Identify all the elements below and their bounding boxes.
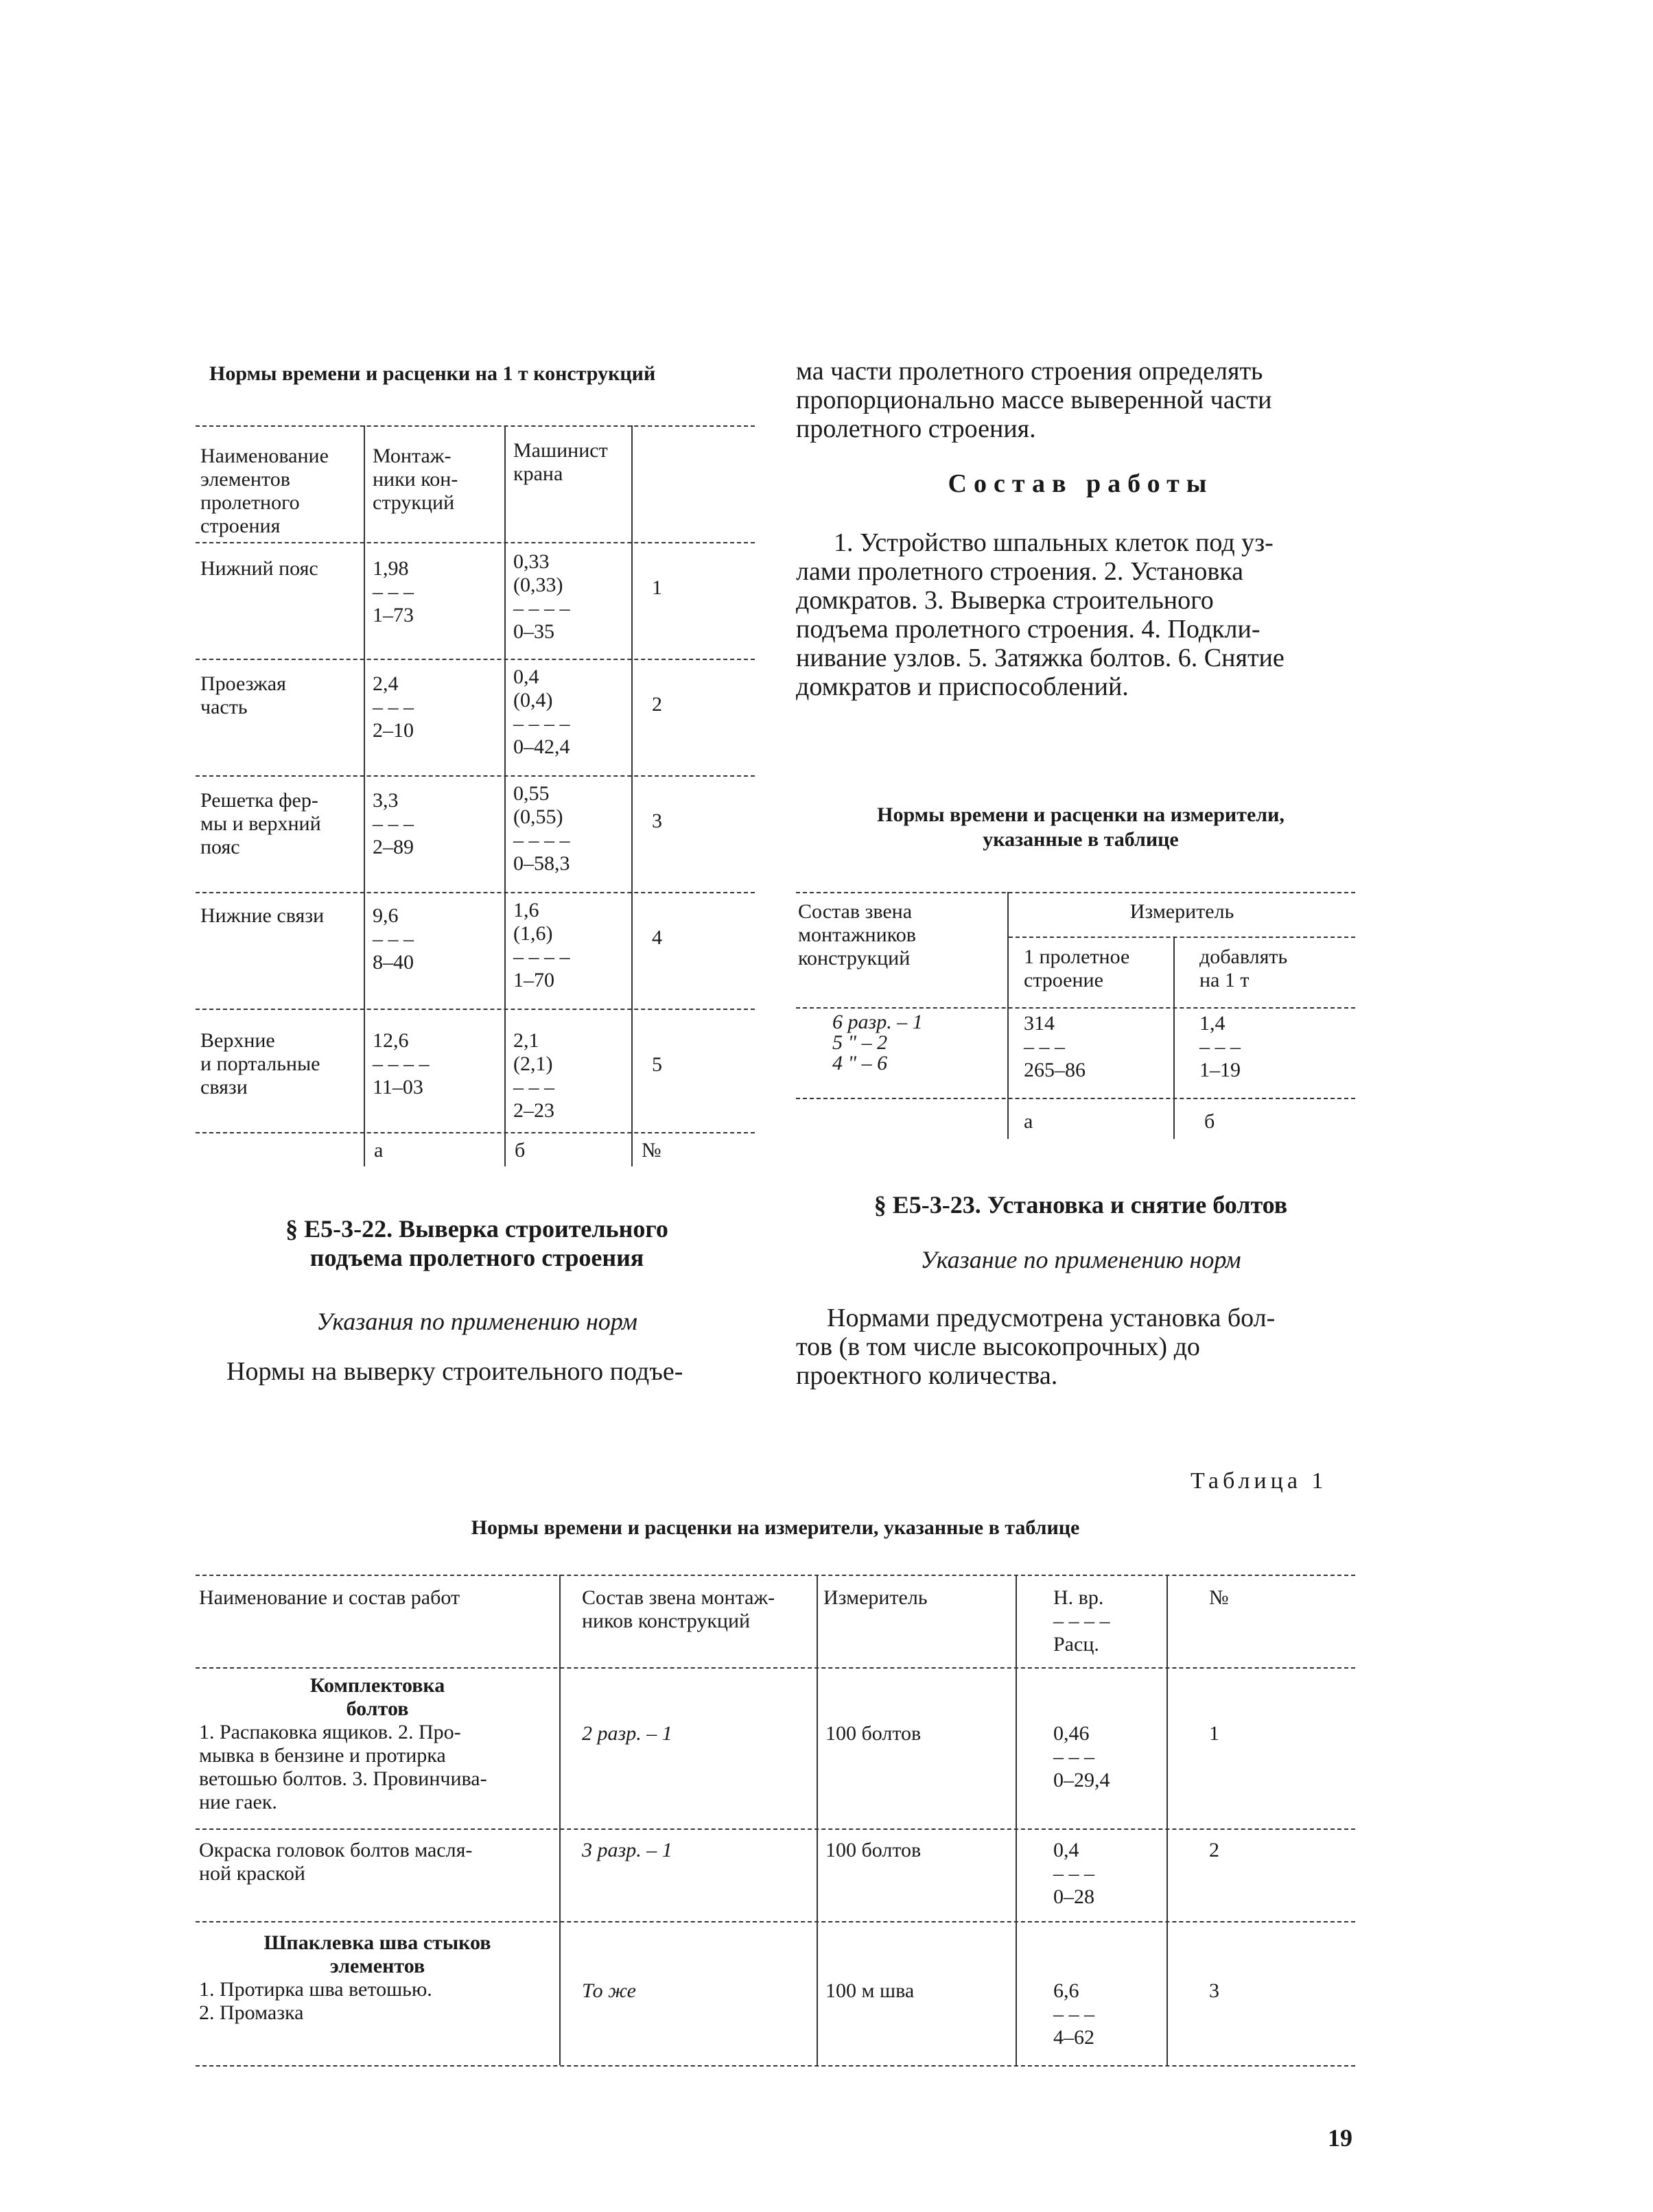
bottom-row-number: 2	[1209, 1839, 1219, 1861]
bottom-row-meter: 100 м шва	[825, 1979, 915, 2002]
right-instructions-title: Указание по применению норм	[920, 1246, 1241, 1273]
crew-line: 5 " – 2	[832, 1031, 888, 1054]
row-text-line: 2. Промазка	[199, 2001, 304, 2024]
value-mid: (2,1)	[513, 1052, 553, 1075]
value-bottom: 11–03	[373, 1076, 423, 1098]
fraction-bar: – – –	[373, 696, 414, 718]
paragraph-line: Нормами предусмотрена установка бол-	[827, 1304, 1276, 1332]
value-bottom: 1–73	[373, 604, 414, 626]
fraction-bar: – – –	[1024, 1035, 1065, 1058]
left-row-mashinist	[513, 899, 570, 992]
row-text-line: 1. Протирка шва ветошью.	[199, 1978, 432, 2001]
header-line: Машинист	[513, 439, 608, 462]
header-line: строение	[1024, 969, 1103, 991]
value-top: 1,98	[373, 557, 409, 580]
header-line: элементов	[200, 468, 290, 491]
right-table-rule	[796, 892, 1355, 893]
value-top: 2,1	[513, 1029, 539, 1052]
section-title-line: § Е5-3-22. Выверка строительного	[285, 1215, 668, 1243]
left-row-montazh	[373, 557, 414, 627]
right-footer-a: а	[1024, 1110, 1033, 1133]
right-table-rule	[796, 1007, 1355, 1009]
bottom-header-norm	[1053, 1586, 1110, 1656]
bottom-table-rule	[196, 2065, 1355, 2067]
right-work-title: Состав работы	[948, 469, 1214, 498]
table-title-line: Нормы времени и расценки на измерители,	[877, 803, 1285, 826]
table-title-line: указанные в таблице	[983, 828, 1179, 851]
header-line: ников конструкций	[582, 1610, 751, 1632]
header-line: на 1 т	[1199, 969, 1250, 991]
bottom-table-col	[1016, 1575, 1017, 2065]
row-text-line: ной краской	[199, 1862, 305, 1885]
right-value-per-ton	[1199, 1012, 1241, 1082]
row-name-line: часть	[200, 696, 248, 718]
fraction-bar: – – –	[373, 928, 414, 950]
header-line: монтажников	[798, 923, 916, 946]
fraction-bar: – – – –	[513, 597, 570, 620]
header-line: Наименование	[200, 445, 329, 467]
left-table-rule	[196, 892, 755, 893]
left-table-rule	[196, 1009, 755, 1010]
left-row-mashinist	[513, 782, 570, 875]
left-table-rule	[196, 659, 755, 660]
value-bottom: 2–89	[373, 836, 414, 858]
bottom-table-rule	[196, 1828, 1355, 1830]
row-name-line: связи	[200, 1076, 248, 1098]
paragraph-line: проектного количества.	[796, 1361, 1058, 1390]
left-row-montazh	[373, 789, 414, 859]
value-bottom: 265–86	[1024, 1059, 1086, 1081]
left-row-number: 3	[652, 810, 662, 832]
value-bottom: 0–58,3	[513, 852, 570, 875]
row-text-line: ние гаек.	[199, 1791, 277, 1813]
crew-line: 6 разр. – 1	[832, 1011, 923, 1033]
section-title-line: подъема пролетного строения	[309, 1244, 644, 1271]
row-name-line: мы и верхний	[200, 812, 321, 835]
left-row-mashinist	[513, 550, 570, 644]
value-mid: (1,6)	[513, 922, 553, 945]
header-line: пролетного	[200, 491, 300, 514]
fraction-bar: – – –	[513, 1076, 554, 1098]
bottom-row-description	[199, 1674, 556, 1814]
header-line: ники кон-	[373, 468, 458, 491]
row-name-line: пояс	[200, 836, 240, 858]
left-table-col	[504, 425, 506, 1166]
left-row-name	[200, 904, 324, 928]
header-line: добавлять	[1199, 945, 1288, 968]
work-step-line: домкратов и приспособлений.	[796, 672, 1129, 701]
left-footer-b: б	[515, 1139, 526, 1162]
bottom-table-col	[817, 1575, 818, 2065]
paragraph-line: пролетного строения.	[796, 414, 1036, 443]
bottom-row-value	[1053, 1722, 1110, 1792]
work-step-line: подъема пролетного строения. 4. Подкли-	[796, 615, 1261, 644]
right-section-title: § Е5-3-23. Установка и снятие болтов	[874, 1191, 1288, 1219]
bottom-row-number: 3	[1209, 1979, 1219, 2002]
value-mid: (0,4)	[513, 689, 553, 711]
right-footer-b: б	[1204, 1110, 1215, 1133]
left-row-name	[200, 789, 321, 859]
left-row-number: 4	[652, 926, 662, 949]
left-row-montazh	[373, 672, 414, 742]
fraction-bar: – – –	[1053, 1745, 1094, 1768]
fraction-bar: – – – –	[1053, 1610, 1110, 1632]
value-bottom: 1–19	[1199, 1059, 1241, 1081]
header-line: струкций	[373, 491, 455, 514]
right-value-span	[1024, 1012, 1086, 1082]
row-title-line: болтов	[346, 1697, 409, 1720]
bottom-table-rule	[196, 1667, 1355, 1669]
bottom-header-number: №	[1209, 1586, 1229, 1609]
fraction-bar: – – – –	[513, 945, 570, 968]
value-top: 9,6	[373, 904, 399, 927]
value-top: Н. вр.	[1053, 1586, 1104, 1609]
left-row-mashinist	[513, 1029, 554, 1122]
left-section-title	[206, 1214, 748, 1272]
value-bottom: 8–40	[373, 951, 414, 974]
right-crew	[832, 1012, 923, 1074]
left-instructions-title: Указания по применению норм	[316, 1308, 637, 1335]
bottom-row-value	[1053, 1979, 1094, 2049]
bottom-row-description	[199, 1839, 556, 1885]
right-header-crew	[798, 900, 916, 970]
fraction-bar: – – – –	[513, 829, 570, 851]
value-top: 12,6	[373, 1029, 409, 1052]
bottom-table-rule	[196, 1921, 1355, 1922]
work-step-line: домкратов. 3. Выверка строительного	[796, 586, 1214, 615]
value-top: 0,46	[1053, 1722, 1090, 1745]
left-header-name	[200, 445, 329, 538]
value-bottom: 4–62	[1053, 2026, 1094, 2049]
value-top: 3,3	[373, 789, 399, 812]
right-table-rule	[1009, 937, 1355, 938]
paragraph-line: ма части пролетного строения определять	[796, 357, 1263, 386]
value-bottom: Расц.	[1053, 1633, 1099, 1656]
bottom-row-crew: 3 разр. – 1	[582, 1839, 672, 1861]
row-title-line: Комплектовка	[309, 1674, 445, 1697]
right-header-meter: Измеритель	[1129, 900, 1234, 923]
left-row-montazh	[373, 904, 414, 974]
value-top: 6,6	[1053, 1979, 1079, 2002]
value-bottom: 2–10	[373, 719, 414, 742]
bottom-table-rule	[196, 1575, 1355, 1576]
header-line: Монтаж-	[373, 445, 452, 467]
right-paragraph-continued	[796, 357, 1365, 443]
value-bottom: 2–23	[513, 1099, 554, 1122]
left-row-mashinist	[513, 666, 570, 759]
right-table-col	[1173, 937, 1175, 1139]
value-top: 0,55	[513, 782, 550, 805]
fraction-bar: – – –	[1053, 2003, 1094, 2025]
header-line: Состав звена	[798, 900, 913, 923]
left-footer-number: №	[642, 1139, 661, 1162]
value-bottom: 0–42,4	[513, 736, 570, 758]
row-text-line: Окраска головок болтов масля-	[199, 1839, 473, 1861]
row-text-line: 1. Распаковка ящиков. 2. Про-	[199, 1721, 461, 1743]
row-name-line: Проезжая	[200, 672, 286, 695]
left-row-name	[200, 1029, 320, 1099]
left-paragraph: Нормы на выверку строительного подъе-	[226, 1357, 683, 1386]
work-step-line: 1. Устройство шпальных клеток под уз-	[834, 528, 1274, 557]
value-top: 0,33	[513, 550, 550, 573]
left-table-col	[364, 425, 365, 1166]
bottom-row-description	[199, 1931, 556, 2025]
left-row-name	[200, 672, 286, 719]
right-paragraph	[796, 1304, 1365, 1390]
row-title-line: Шпаклевка шва стыков	[263, 1931, 491, 1954]
value-bottom: 0–29,4	[1053, 1769, 1110, 1791]
right-table-rule	[796, 1098, 1355, 1099]
row-name-line: Решетка фер-	[200, 789, 318, 812]
value-top: 1,4	[1199, 1012, 1226, 1035]
row-title-line: элементов	[329, 1955, 425, 1977]
crew-line: 4 " – 6	[832, 1052, 888, 1074]
bottom-header-name: Наименование и состав работ	[199, 1586, 460, 1609]
fraction-bar: – – – –	[513, 712, 570, 735]
work-step-line: лами пролетного строения. 2. Установка	[796, 557, 1244, 586]
row-name-line: Нижний пояс	[200, 557, 318, 580]
row-name-line: Верхние	[200, 1029, 275, 1052]
left-table-rule	[196, 542, 755, 543]
header-line: 1 пролетное	[1024, 945, 1130, 968]
page-number: 19	[1328, 2124, 1352, 2152]
left-row-montazh	[373, 1029, 430, 1099]
right-table-title	[796, 803, 1365, 852]
value-bottom: 0–28	[1053, 1885, 1094, 1908]
fraction-bar: – – –	[1199, 1035, 1241, 1058]
left-table-rule	[196, 775, 755, 777]
header-line: строения	[200, 515, 281, 537]
right-header-span	[1024, 945, 1129, 992]
header-line: конструкций	[798, 947, 911, 969]
value-top: 0,4	[513, 666, 539, 688]
row-name-line: и портальные	[200, 1052, 320, 1075]
fraction-bar: – – –	[1053, 1862, 1094, 1885]
right-table-col	[1007, 892, 1009, 1139]
value-top: 314	[1024, 1012, 1055, 1035]
header-line: крана	[513, 462, 563, 485]
row-text-line: мывка в бензине и протирка	[199, 1744, 446, 1767]
left-table-rule	[196, 1132, 755, 1133]
left-table-rule	[196, 425, 755, 427]
fraction-bar: – – –	[373, 580, 414, 603]
work-step-line: нивание узлов. 5. Затяжка болтов. 6. Снятие	[796, 644, 1285, 672]
bottom-row-crew: 2 разр. – 1	[582, 1722, 672, 1745]
value-top: 2,4	[373, 672, 399, 695]
bottom-row-meter: 100 болтов	[825, 1722, 922, 1745]
bottom-table-col	[559, 1575, 561, 2065]
bottom-row-number: 1	[1209, 1722, 1219, 1745]
bottom-row-meter: 100 болтов	[825, 1839, 922, 1861]
fraction-bar: – – – –	[373, 1052, 430, 1075]
left-row-number: 2	[652, 693, 662, 716]
bottom-table-title: Нормы времени и расценки на измерители, указанные в таблице	[471, 1516, 1080, 1539]
right-header-per-ton	[1199, 945, 1287, 992]
value-top: 1,6	[513, 899, 539, 921]
bottom-header-crew	[582, 1586, 775, 1633]
fraction-bar: – – –	[373, 812, 414, 835]
left-table-col	[631, 425, 633, 1166]
bottom-row-crew: То же	[582, 1979, 636, 2002]
paragraph-line: тов (в том числе высокопрочных) до	[796, 1332, 1200, 1361]
header-line: Состав звена монтаж-	[582, 1586, 775, 1609]
value-top: 0,4	[1053, 1839, 1079, 1861]
left-footer-a: а	[374, 1139, 384, 1162]
value-bottom: 0–35	[513, 620, 554, 643]
row-name-line: Нижние связи	[200, 904, 325, 927]
left-table-title: Нормы времени и расценки на 1 т конструкций	[209, 362, 656, 385]
table-label: Таблица 1	[1191, 1468, 1328, 1494]
left-row-number: 1	[652, 576, 662, 599]
left-row-name	[200, 557, 318, 580]
value-mid: (0,55)	[513, 805, 563, 828]
left-row-number: 5	[652, 1053, 662, 1076]
left-header-mashinist	[513, 439, 608, 486]
bottom-row-value	[1053, 1839, 1094, 1909]
row-text-line: ветошью болтов. 3. Провинчива-	[199, 1767, 487, 1790]
right-work-steps	[796, 528, 1365, 701]
paragraph-line: пропорционально массе выверенной части	[796, 386, 1272, 414]
left-header-montazh	[373, 445, 458, 515]
value-mid: (0,33)	[513, 574, 563, 596]
bottom-table-col	[1167, 1575, 1168, 2065]
bottom-header-meter: Измеритель	[823, 1586, 928, 1609]
value-bottom: 1–70	[513, 969, 554, 991]
